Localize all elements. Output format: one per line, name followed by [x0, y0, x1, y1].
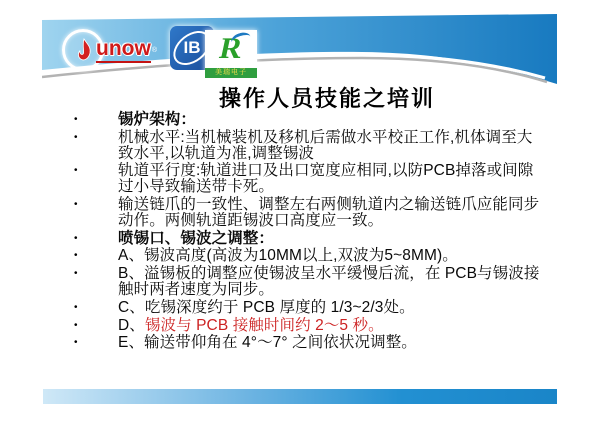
list-item [74, 197, 546, 229]
list-item [74, 300, 546, 316]
logo-meirui-caption: 美瑞电子 [205, 68, 257, 78]
list-item [74, 163, 546, 195]
logo-ib-text: IB [183, 38, 201, 57]
bullet-list [74, 112, 546, 353]
list-item [74, 266, 546, 298]
logo-strip [42, 6, 557, 86]
bullet-dot-icon: • [74, 250, 78, 262]
list-item-text: B、溢锡板的调整应使锡波呈水平缓慢后流，在 PCB与锡波接触时两者速度为同步。 [118, 265, 540, 298]
list-item [74, 231, 546, 247]
logo-meirui [205, 30, 257, 78]
bullet-dot-icon: • [74, 232, 78, 244]
footer-bar [43, 389, 557, 404]
list-item-text: 输送链爪的一致性、调整左右两侧轨道内之输送链爪应能同步动作。两侧轨道距锡波口高度应一致。 [118, 195, 540, 229]
bullet-dot-icon: • [74, 198, 78, 210]
logo-meirui-letter: R [216, 32, 246, 65]
registered-mark: ® [151, 46, 157, 54]
list-item-text: E、输送带仰角在 4°～7° 之间依状况调整。 [118, 334, 417, 352]
list-item-text: 锡炉架构： [118, 111, 197, 128]
list-item-text: A、锡波高度(高波为10MM以上,双波为5~8MM)。 [118, 247, 458, 265]
logo-sunow-text: unow [96, 37, 151, 63]
list-item-text: 机械水平:当机械装机及移机后需做水平校正工作,机体调至大致水平,以轨道为准,调整锡波 [118, 128, 533, 162]
page-title: 操作人员技能之培训 [218, 86, 435, 111]
bullet-dot-icon: • [74, 337, 78, 349]
list-item [74, 112, 546, 128]
logo-meirui-mark [205, 30, 257, 68]
list-item [74, 130, 546, 162]
bullet-dot-icon: • [74, 114, 78, 125]
list-item-text: C、吃锡深度约于 PCB 厚度的 1/3~2/3处。 [118, 298, 415, 316]
list-item [74, 248, 546, 264]
bullet-dot-icon: • [74, 131, 78, 143]
bullet-dot-icon: • [74, 301, 78, 313]
list-item [74, 318, 546, 334]
logo-meirui-box [205, 30, 257, 78]
logo-sunow [62, 28, 157, 72]
list-item-text: 锡波与 PCB 接触时间约 2～5 秒。 [144, 316, 384, 334]
list-item-text: D、 [118, 316, 145, 334]
bullet-dot-icon: • [74, 268, 78, 280]
bullet-dot-icon: • [74, 319, 78, 331]
list-item-text: 轨道平行度:轨道进口及出口宽度应相同,以防PCB掉落或间隙过小导致输送带卡死。 [118, 162, 534, 196]
bullet-dot-icon: • [74, 165, 78, 177]
list-item-text: 喷锡口、锡波之调整： [118, 229, 275, 247]
list-item [74, 335, 546, 351]
